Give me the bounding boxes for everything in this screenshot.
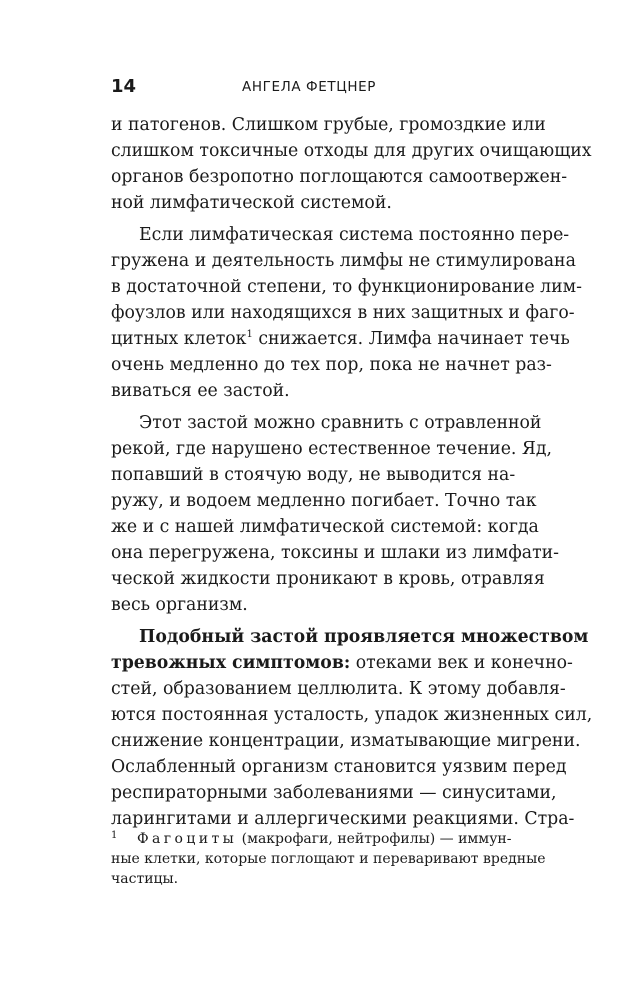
paragraph-2: [111, 222, 582, 404]
footnote-reference[interactable]: 1: [246, 329, 253, 340]
footnote-line: ные клетки, которые поглощают и переваривают вредные: [111, 851, 546, 867]
paragraph-3: [111, 410, 559, 618]
text-line: и патогенов. Слишком грубые, громоздкие или: [111, 115, 546, 135]
text-line: гружена и деятельность лимфы не стимулирована: [111, 251, 576, 271]
text-line: ларингитами и аллергическими реакциями. Стра-: [111, 809, 575, 829]
page-header: [111, 76, 507, 100]
text-line: Этот застой можно сравнить с отравленной: [139, 413, 542, 433]
text-line: ной лимфатической системой.: [111, 193, 392, 213]
bold-text-line: Подобный застой проявляется множеством: [139, 627, 589, 647]
text-line: ческой жидкости проникают в кровь, отравляя: [111, 569, 545, 589]
text-line-with-footnote-ref: [111, 326, 570, 352]
text-line: в достаточной степени, то функционирование лим-: [111, 277, 582, 297]
text-line-mixed: [111, 650, 573, 676]
text-line: респираторными заболеваниями — синуситами,: [111, 783, 557, 803]
text-line: фоузлов или находящихся в них защитных и фаго-: [111, 303, 575, 323]
text-line: слишком токсичные отходы для других очищающих: [111, 141, 592, 161]
text-line: стей, образованием целлюлита. К этому добавля-: [111, 679, 566, 699]
text-fragment: (макрофаги, нейтрофилы) — иммун-: [237, 831, 512, 847]
footnote: [111, 829, 546, 889]
text-line: снижение концентрации, изматывающие мигрени.: [111, 731, 581, 751]
text-fragment: цитных клеток: [111, 329, 247, 349]
body-text: [111, 112, 593, 838]
text-line: весь организм.: [111, 595, 248, 615]
page-number: 14: [111, 76, 137, 97]
paragraph-4: [111, 624, 593, 832]
text-line: она перегружена, токсины и шлаки из лимфати-: [111, 543, 559, 563]
text-line: же и с нашей лимфатической системой: когда: [111, 517, 539, 537]
text-line: ются постоянная усталость, упадок жизненных сил,: [111, 705, 593, 725]
text-line: органов безропотно поглощаются самоотвержен-: [111, 167, 568, 187]
text-line: Ослабленный организм становится уязвим перед: [111, 757, 567, 777]
text-fragment: снижается. Лимфа начинает течь: [252, 329, 570, 349]
bold-fragment: тревожных симптомов:: [111, 653, 351, 673]
running-head: АНГЕЛА ФЕТЦНЕР: [242, 79, 376, 95]
paragraph-1: [111, 112, 592, 216]
text-line: очень медленно до тех пор, пока не начнет раз-: [111, 355, 552, 375]
text-line: ружу, и водоем медленно погибает. Точно так: [111, 491, 537, 511]
text-line: виваться ее застой.: [111, 381, 290, 401]
footnote-line: частицы.: [111, 871, 179, 887]
footnote-line: 1 Фагоциты (макрофаги, нейтрофилы) — иммун-: [111, 830, 512, 847]
text-line: рекой, где нарушено естественное течение. Яд,: [111, 439, 553, 459]
text-fragment: отеками век и конечно-: [350, 653, 573, 673]
text-line: попавший в стоячую воду, не выводится на-: [111, 465, 516, 485]
text-line: Если лимфатическая система постоянно пере-: [139, 225, 570, 245]
footnote-term: Фагоциты: [137, 831, 238, 847]
